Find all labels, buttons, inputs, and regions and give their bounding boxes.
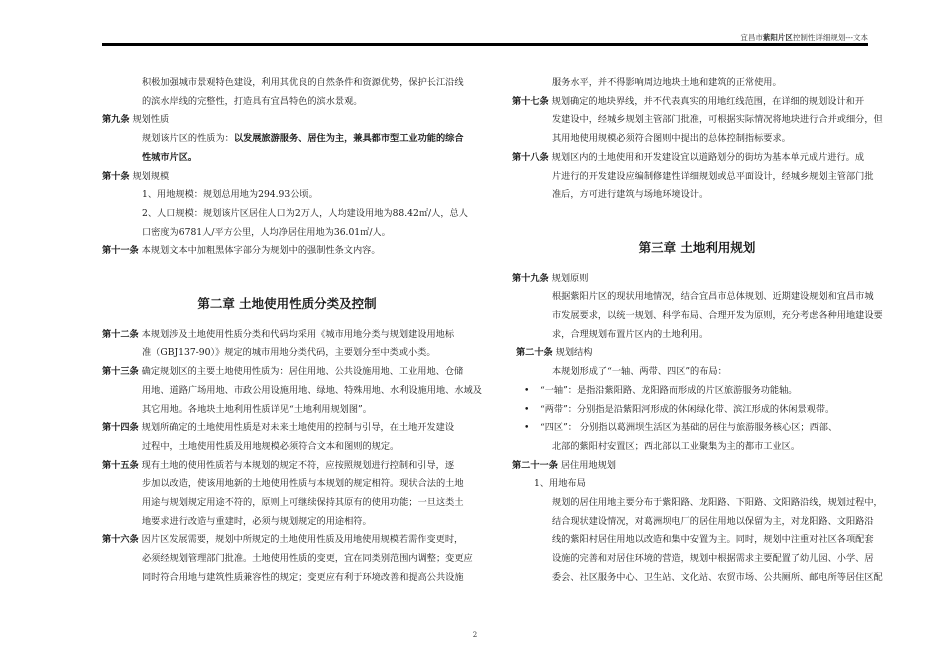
paragraph-line: 准（GBJ137-90）》规定的城市用地分类代码，主要划分至中类或小类。 (142, 347, 436, 359)
article-label: 第十八条 (512, 151, 549, 163)
article-15 (102, 457, 472, 476)
paragraph-line: 根据紫阳片区的现状用地情况，结合宜昌市总体规划、近期建设规划和宜昌市城 (552, 291, 874, 303)
paragraph-line: 其它用地。各地块土地利用性质详见“土地利用规划图”。 (142, 403, 372, 415)
bullet-icon: • (524, 384, 530, 396)
paragraph-line: 用途与规划规定用途不符的，原则上可继续保持其原有的使用功能；一旦这类土 (142, 497, 464, 509)
article-21-heading (512, 457, 882, 476)
paragraph-line: 步加以改造，使该用地新的土地使用性质与本规划的规定相符。现状合法的土地 (142, 478, 464, 490)
article-10-heading (102, 168, 472, 187)
paragraph-line: 地要求进行改造与重建时，必须与规划规定的用途相符。 (142, 515, 372, 527)
paragraph-line: 求，合理规划布置片区内的土地利用。 (552, 328, 709, 340)
spacer (102, 314, 472, 326)
paragraph-line: 北部的紫阳村安置区；西北部以工业聚集为主的都市工业区。 (552, 440, 801, 452)
paragraph-line: 市发展要求，以统一规划、科学布局、合理开发为原则，充分考虑各种用地建设要 (552, 310, 883, 322)
paragraph-line: 过程中，土地使用性质及用地规模必须符合文本和图则的规定。 (142, 440, 400, 452)
article-text: 确定规划区的主要土地使用性质为：居住用地、公共设施用地、工业用地、仓储 (138, 366, 464, 378)
right-column (512, 74, 882, 588)
article-label: 第十七条 (512, 95, 549, 107)
article-9-heading (102, 111, 472, 130)
article-label: 第十二条 (102, 328, 139, 340)
article-18 (512, 149, 882, 168)
paragraph-line: 口密度为6781人/平方公里，人均净居住用地为36.01㎡/人。 (142, 226, 391, 238)
article-label: 第十九条 (512, 272, 549, 284)
article-14 (102, 419, 472, 438)
spacer (512, 258, 882, 270)
paragraph-line: 其用地使用规模必须符合图则中提出的总体控制指标要求。 (552, 133, 791, 145)
article-11 (102, 242, 472, 261)
bullet-icon: • (524, 422, 530, 434)
bullet-item (512, 401, 882, 420)
article-label: 第九条 (102, 114, 130, 126)
paragraph-line: 本规划形成了“一轴、两带、四区”的布局： (552, 366, 727, 378)
article-text: 本规划涉及土地使用性质分类和代码均采用《城市用地分类与规划建设用地标 (138, 328, 455, 340)
article-20-heading (512, 344, 882, 363)
paragraph-line: 必须经规划管理部门批准。土地使用性质的变更，宜在同类别范围内调整；变更应 (142, 553, 473, 565)
article-9-text (102, 130, 472, 149)
article-16 (102, 531, 472, 550)
page-number: 2 (472, 631, 478, 639)
article-text: 规划确定的地块界线，并不代表真实的用地红线范围，在详细的规划设计和开 (548, 95, 865, 107)
left-column (102, 74, 482, 588)
article-label: 第十六条 (102, 534, 139, 546)
article-label: 第十五条 (102, 459, 139, 471)
article-label: 第十条 (102, 170, 130, 182)
article-text: 因片区发展需要，规划中所规定的土地使用性质及用地使用规模若需作变更时， (138, 534, 464, 546)
bullet-item (512, 419, 882, 438)
paragraph-line: 委会、社区服务中心、卫生站、文化站、农贸市场、公共厕所、邮电所等居住区配 (552, 571, 883, 583)
paragraph-line: 发建设中，经城乡规划主管部门批准，可根据实际情况将地块进行合并或细分，但 (552, 114, 883, 126)
bullet-icon: • (524, 403, 530, 415)
paragraph-line: 准后，方可进行建筑与场地环境设计。 (552, 189, 709, 201)
article-label: 第二十条 (516, 347, 553, 359)
article-12 (102, 326, 472, 345)
article-13 (102, 363, 472, 382)
article-19-heading (512, 270, 882, 289)
paragraph-line: 同时符合用地与建筑性质兼容性的规定；变更应有利于环境改善和提高公共设施 (142, 571, 464, 583)
article-title: 规划性质 (129, 114, 170, 126)
subsection-title: 1、用地布局 (534, 478, 586, 490)
paragraph-line: 片进行的开发建设应编制修建性详细规划或总平面设计，经城乡规划主管部门批 (552, 170, 874, 182)
paragraph-line: 用地、道路广场用地、市政公用设施用地、绿地、特殊用地、水利设施用地、水域及 (142, 384, 482, 396)
paragraph-line: 设施的完善和对居住环境的营造，规划中根据需求主要配置了幼儿园、小学、居 (552, 553, 874, 565)
header-rule (102, 43, 868, 46)
article-title: 规划结构 (552, 347, 593, 359)
chapter-3-title: 第三章 土地利用规划 (638, 239, 756, 255)
bullet-item (512, 382, 882, 401)
article-title: 居住用地规划 (557, 459, 616, 471)
article-label: 第十一条 (102, 245, 139, 257)
mandatory-text: 以发展旅游服务、居住为主，兼具都市型工业功能的综合 (233, 133, 464, 145)
paragraph-line: 的滨水岸线的完整性，打造具有宜昌特色的滨水景观。 (142, 95, 363, 107)
article-text: 规划区内的土地使用和开发建设宜以道路划分的街坊为基本单元成片进行。成 (548, 151, 865, 163)
article-label: 第二十一条 (512, 459, 558, 471)
article-title: 规划原则 (548, 272, 589, 284)
spacer (102, 261, 472, 295)
article-text: 规划所确定的土地使用性质是对未来土地使用的控制与引导，在土地开发建设 (138, 422, 455, 434)
spacer (512, 205, 882, 239)
paragraph-line: 结合现状建设情况，对葛洲坝电厂的居住用地以保留为主，对龙阳路、文阳路沿 (552, 515, 874, 527)
text-span: 规划该片区的性质为： (142, 133, 234, 145)
header-district: 紫阳片区 (762, 33, 793, 42)
bullet-text: “一轴”：是指沿紫阳路、龙阳路而形成的片区旅游服务功能轴。 (540, 384, 798, 396)
paragraph-line: 线的紫阳村居住用地以改造和集中安置为主。同时，规划中注重对社区各项配套 (552, 534, 874, 546)
running-header (566, 32, 868, 43)
bullet-text: “两带”：分别指是沿紫阳河形成的休闲绿化带、滨江形成的休闲景观带。 (540, 403, 835, 415)
header-doc-title: 控制性详细规划---文本 (792, 33, 868, 42)
chapter-2-title: 第二章 土地使用性质分类及控制 (197, 296, 377, 312)
mandatory-text: 性城市片区。 (142, 151, 198, 163)
bullet-text: “四区”： 分别指以葛洲坝生活区为基础的居住与旅游服务核心区；西部、 (540, 422, 838, 434)
article-17 (512, 93, 882, 112)
article-text: 现有土地的使用性质若与本规划的规定不符，应按照规划进行控制和引导，逐 (138, 459, 455, 471)
article-text: 本规划文本中加粗黑体字部分为规划中的强制性条文内容。 (138, 245, 381, 257)
header-city: 宜昌市 (740, 33, 763, 42)
paragraph-line: 积极加强城市景观特色建设，利用其优良的自然条件和资源优势，保护长江沿线 (142, 77, 464, 88)
paragraph-line: 服务水平，并不得影响周边地块土地和建筑的正常使用。 (552, 77, 782, 88)
article-title: 规划规模 (129, 170, 170, 182)
list-item: 1、用地规模：规划总用地为294.93公顷。 (142, 189, 318, 201)
list-item: 2、人口规模：规划该片区居住人口为2万人，人均建设用地为88.42㎡/人，总人 (142, 207, 468, 219)
paragraph-line: 规划的居住用地主要分布于紫阳路、龙阳路、下阳路、文阳路沿线，规划过程中， (552, 497, 883, 509)
article-label: 第十四条 (102, 422, 139, 434)
article-label: 第十三条 (102, 366, 139, 378)
